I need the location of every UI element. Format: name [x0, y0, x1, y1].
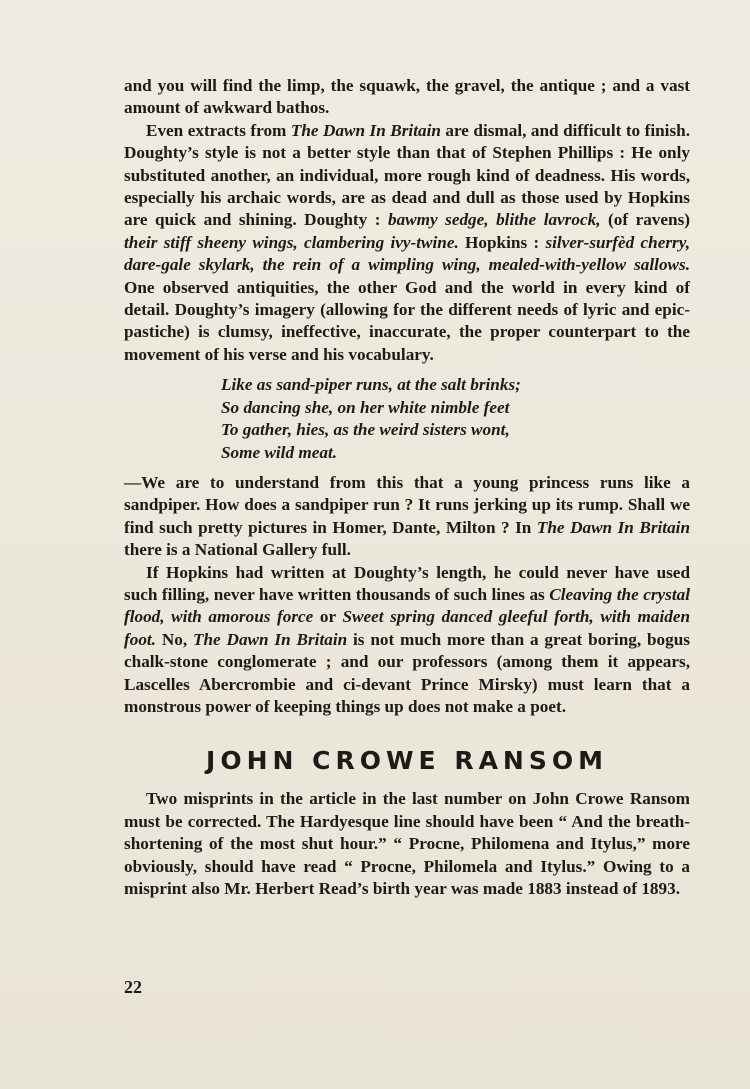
p4-text-4: is not much more than a great boring, bogus chalk-stone conglomerate ; and our professors (among them it appears, Lascelles Abercrombie and ci-devant Prince Mirsky) must learn that a monstrous power of keeping things up does not make a poet.: [124, 629, 690, 716]
section-paragraph: Two misprints in the article in the last number on John Crowe Ransom must be corrected. The Hardyesque line should have been “ And the breath-shortening of the most shut hour.” “ Procne, Philomena and Itylus,” more obviously, should have read “ Procne, Philomela and Itylus.” Owing to a misprint also Mr. Herbert Read’s birth year was made 1883 instead of 1893.: [124, 789, 690, 898]
p3-text-1: —We are to understand from this that a young princess runs like a sandpiper. How does a sandpiper run ? It runs jerking up its rump. Shall we find such pretty pictures in Homer, Dante, Milton ? In: [124, 472, 690, 537]
p2-italic-4: silver-surfèd cherry, dare-gale skylark, the rein of a wimpling wing, mealed-with-yellow sallows.: [124, 232, 690, 275]
p4-italic-2: Sweet spring danced gleeful forth, with maiden foot.: [124, 607, 691, 649]
p2-text-3: (of ravens): [600, 210, 690, 230]
p4-text-1: If Hopkins had written at Doughty’s length, he could never have used such filling, never have written thousands of such lines as: [124, 562, 690, 604]
verse-line: To gather, hies, as the weird sisters wont,: [221, 420, 510, 440]
paragraph-1: and you will find the limp, the squawk, the gravel, the antique ; and a vast amount of awkward bathos.: [124, 76, 690, 118]
verse-quote: [221, 374, 690, 464]
paragraph-4: [124, 562, 690, 719]
text-column: [124, 75, 690, 900]
verse-line: Like as sand-piper runs, at the salt brinks;: [221, 375, 521, 395]
p2-italic-3: their stiff sheeny wings, clambering ivy-twine.: [124, 232, 459, 252]
p4-italic-1: Cleaving the crystal flood, with amorous force: [124, 584, 691, 627]
p2-text-4: Hopkins :: [458, 232, 546, 252]
p2-italic-1: The Dawn In Britain: [290, 120, 441, 140]
p2-text-5: One observed antiquities, the other God and the world in every kind of detail. Doughty’s imagery (allowing for the different needs of lyric and epic-pastiche) is clumsy, ineffective, inaccurate, the proper counterpart to the movement of his verse and his vocabulary.: [124, 277, 690, 364]
p4-text-3: No,: [155, 629, 193, 649]
p3-text-2: there is a National Gallery full.: [124, 540, 351, 560]
p2-text-1: Even extracts from: [146, 120, 291, 140]
p3-italic-1: The Dawn In Britain: [536, 517, 690, 537]
page-number: 22: [124, 977, 142, 997]
verse-line: Some wild meat.: [221, 442, 338, 462]
p4-italic-3: The Dawn In Britain: [193, 629, 348, 649]
paragraph-3: [124, 472, 690, 562]
verse-line: So dancing she, on her white nimble feet: [221, 397, 510, 417]
paragraph-2: [124, 120, 690, 366]
p2-text-2: are dismal, and difficult to finish. Doughty’s style is not a better style than that of Stephen Phillips : He only substituted another, an individual, more rough kind of deadness. His words, especially his archaic words, are as dead and dull as those used by Hopkins are quick and shining. Doughty :: [124, 120, 690, 230]
section-heading: JOHN CROWE RANSOM: [206, 746, 608, 776]
p4-text-2: or: [313, 607, 343, 627]
p2-italic-2: bawmy sedge, blithe lavrock,: [387, 210, 601, 230]
